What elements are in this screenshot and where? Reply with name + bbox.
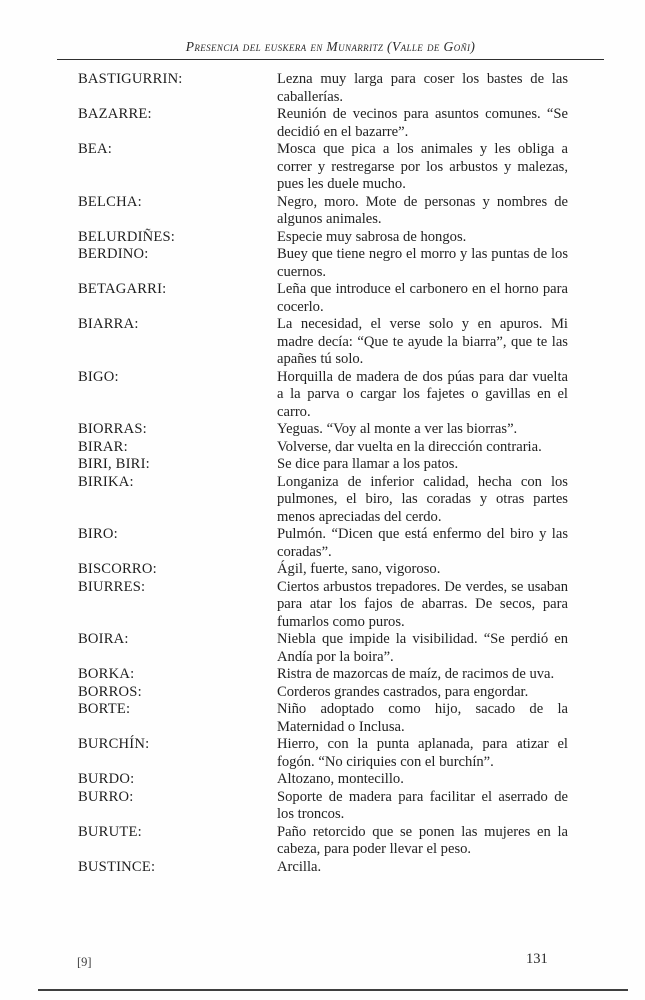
glossary-definition: Hierro, con la punta aplanada, para atizar el fogón. “No ciriquies con el burchín”. xyxy=(277,736,568,770)
glossary-definition: Pulmón. “Dicen que está enfermo del biro y las coradas”. xyxy=(277,526,568,560)
glossary-term: BAZARRE: xyxy=(78,106,152,122)
glossary-definition: Leña que introduce el carbonero en el horno para cocerlo. xyxy=(277,281,568,315)
glossary-entry xyxy=(78,579,568,632)
glossary-definition: Ristra de mazorcas de maíz, de racimos de uva. xyxy=(277,666,555,682)
glossary-definition: Niebla que impide la visibilidad. “Se perdió en Andía por la boira”. xyxy=(277,631,568,665)
glossary-entry xyxy=(78,141,568,194)
glossary-term: BURUTE: xyxy=(78,823,142,840)
glossary-term: BIURRES: xyxy=(78,578,146,595)
glossary-entry xyxy=(78,439,568,457)
glossary-definition: Ciertos arbustos trepadores. De verdes, se usaban para atar los fajos de abarras. De secos, para fumarlos como puros. xyxy=(277,578,568,630)
glossary-definition: Longaniza de inferior calidad, hecha con los pulmones, el biro, las coradas y otras partes menos apreciadas del cerdo. xyxy=(277,473,568,525)
running-header-title: Presencia del euskera en Munarritz (Valle de Goñi) xyxy=(185,39,476,54)
glossary-entry xyxy=(78,246,568,281)
glossary-term: BORTE: xyxy=(78,701,131,717)
glossary-list xyxy=(78,71,568,876)
glossary-definition: La necesidad, el verse solo y en apuros. Mi madre decía: “Que te ayude la biarra”, que te las apañes tú solo. xyxy=(277,316,568,367)
glossary-term: BIRIKA: xyxy=(78,473,134,490)
glossary-entry xyxy=(78,631,568,666)
glossary-entry xyxy=(78,824,568,859)
glossary-definition: Especie muy sabrosa de hongos. xyxy=(277,228,467,245)
glossary-term: BIRI, BIRI: xyxy=(78,456,150,472)
glossary-term: BIGO: xyxy=(78,368,119,385)
glossary-term: BETAGARRI: xyxy=(78,281,167,297)
glossary-entry xyxy=(78,771,568,789)
header-rule xyxy=(57,59,604,60)
glossary-term: BURRO: xyxy=(78,788,134,805)
glossary-entry xyxy=(78,281,568,316)
glossary-term: BIORRAS: xyxy=(78,421,147,437)
glossary-entry xyxy=(78,701,568,736)
glossary-definition: Yeguas. “Voy al monte a ver las biorras”. xyxy=(277,421,518,437)
glossary-entry xyxy=(78,456,568,474)
glossary-term: BORROS: xyxy=(78,683,142,700)
glossary-term: BEA: xyxy=(78,141,113,157)
glossary-entry xyxy=(78,369,568,422)
glossary-term: BELURDIÑES: xyxy=(78,228,176,245)
glossary-term: BISCORRO: xyxy=(78,561,157,577)
glossary-entry xyxy=(78,316,568,369)
glossary-definition: Lezna muy larga para coser los bastes de las caballerías. xyxy=(277,71,568,105)
glossary-entry xyxy=(78,789,568,824)
glossary-entry xyxy=(78,71,568,106)
bottom-rule xyxy=(38,989,628,991)
glossary-term: BERDINO: xyxy=(78,246,149,262)
glossary-definition: Mosca que pica a los animales y les obliga a correr y restregarse por los arbustos y malezas, pues les duele mucho. xyxy=(277,141,568,192)
page-number: 131 xyxy=(526,951,548,967)
glossary-definition: Altozano, montecillo. xyxy=(277,771,404,787)
glossary-term: BOIRA: xyxy=(78,631,129,647)
glossary-term: BORKA: xyxy=(78,666,135,682)
glossary-definition: Arcilla. xyxy=(277,858,322,875)
glossary-entry xyxy=(78,106,568,141)
glossary-entry xyxy=(78,684,568,702)
glossary-entry xyxy=(78,666,568,684)
glossary-term: BURDO: xyxy=(78,771,135,787)
glossary-definition: Volverse, dar vuelta en la dirección contraria. xyxy=(277,438,542,455)
glossary-entry xyxy=(78,736,568,771)
glossary-term: BUSTINCE: xyxy=(78,858,156,875)
footer-mark: [9] xyxy=(77,955,92,969)
glossary-entry xyxy=(78,526,568,561)
glossary-term: BIARRA: xyxy=(78,316,139,332)
glossary-entry xyxy=(78,561,568,579)
glossary-definition: Soporte de madera para facilitar el aserrado de los troncos. xyxy=(277,788,568,822)
glossary-term: BIRAR: xyxy=(78,438,128,455)
glossary-definition: Se dice para llamar a los patos. xyxy=(277,456,459,472)
glossary-entry xyxy=(78,421,568,439)
glossary-definition: Buey que tiene negro el morro y las puntas de los cuernos. xyxy=(277,246,568,280)
glossary-entry xyxy=(78,474,568,527)
glossary-definition: Niño adoptado como hijo, sacado de la Maternidad o Inclusa. xyxy=(277,701,568,735)
glossary-definition: Negro, moro. Mote de personas y nombres de algunos animales. xyxy=(277,193,568,227)
glossary-term: BURCHÍN: xyxy=(78,736,150,752)
glossary-term: BASTIGURRIN: xyxy=(78,71,183,87)
glossary-term: BELCHA: xyxy=(78,193,142,210)
glossary-term: BIRO: xyxy=(78,526,118,542)
glossary-entry xyxy=(78,194,568,229)
glossary-entry xyxy=(78,229,568,247)
glossary-entry xyxy=(78,859,568,877)
glossary-definition: Horquilla de madera de dos púas para dar vuelta a la parva o cargar los fajetes o gavillas en el carro. xyxy=(277,368,568,420)
glossary-definition: Corderos grandes castrados, para engordar. xyxy=(277,683,529,700)
glossary-definition: Reunión de vecinos para asuntos comunes. “Se decidió en el bazarre”. xyxy=(277,106,568,140)
glossary-definition: Paño retorcido que se ponen las mujeres en la cabeza, para poder llevar el peso. xyxy=(277,823,568,857)
glossary-definition: Ágil, fuerte, sano, vigoroso. xyxy=(277,561,441,577)
